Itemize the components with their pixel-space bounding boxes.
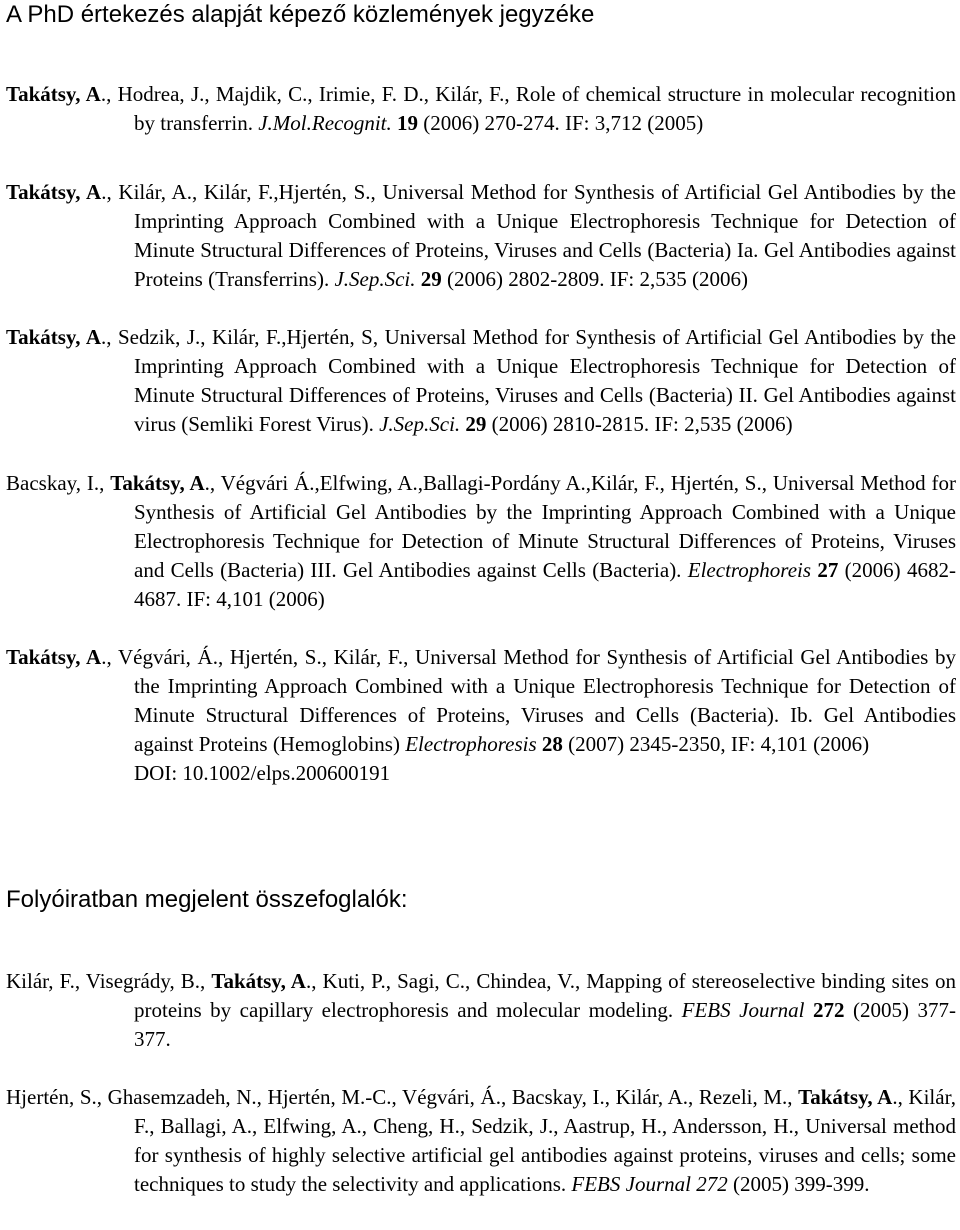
- author-highlight: Takátsy, A: [211, 969, 306, 993]
- journal-name: FEBS Journal: [571, 1172, 691, 1196]
- entry-text: ., Hodrea, J., Majdik, C., Irimie, F. D., Kilár, F., Role of chemical structure in molecular recognition by transferrin.: [100, 82, 957, 135]
- entry-pages: (2006) 2802-2809. IF: 2,535 (2006): [441, 267, 748, 291]
- publication-entry: [6, 469, 956, 614]
- author-highlight: Takátsy, A: [110, 471, 205, 495]
- entry-authors: Hjertén, S., Ghasemzadeh, N., Hjertén, M.-C., Végvári, Á., Bacskay, I., Kilár, A., Rezeli, M.,: [6, 1085, 799, 1109]
- entry-pages: (2007) 2345-2350, IF: 4,101 (2006): [562, 732, 870, 756]
- journal-name: J.Sep.Sci.: [379, 412, 461, 436]
- journal-volume: 272: [696, 1172, 728, 1196]
- author-highlight: Takátsy, A: [798, 1085, 893, 1109]
- entry-authors: Bacskay, I.,: [6, 471, 111, 495]
- journal-name: Electrophoreis: [687, 558, 812, 582]
- journal-volume: 272: [813, 998, 845, 1022]
- abstract-entry: [6, 1083, 956, 1199]
- entry-pages: (2006) 4682-4687. IF: 4,101 (2006): [134, 558, 956, 611]
- journal-volume: 29: [420, 267, 442, 291]
- entry-pages: (2005) 377-377.: [134, 998, 956, 1051]
- author-highlight: Takátsy, A: [6, 180, 102, 204]
- entry-text: ., Végvári Á.,Elfwing, A.,Ballagi-Pordány A.,Kilár, F., Hjertén, S., Universal Method for Synthesis of Artificial Gel Antibodies by the Imprinting Approach Combined with a Unique Electrophoresis Technique for Detection of Minute Structural Differences of Proteins, Viruses and Cells (Bacteria) III. Gel Antibodies against Cells (Bacteria).: [134, 471, 956, 582]
- journal-name: Electrophoresis: [405, 732, 537, 756]
- journal-volume: 29: [465, 412, 487, 436]
- publication-entry: [6, 178, 956, 294]
- entry-authors: Kilár, F., Visegrády, B.,: [6, 969, 212, 993]
- section-heading: Folyóiratban megjelent összefoglalók:: [6, 886, 408, 913]
- entry-pages: (2006) 2810-2815. IF: 2,535 (2006): [486, 412, 793, 436]
- publication-entry: [6, 643, 956, 788]
- journal-volume: 27: [817, 558, 839, 582]
- entry-text: ., Sedzik, J., Kilár, F.,Hjertén, S, Universal Method for Synthesis of Artificial Gel Antibodies by the Imprinting Approach Combined with a Unique Electrophoresis Technique for Detection of Minute Structural Differences of Proteins, Viruses and Cells (Bacteria) II. Gel Antibodies against virus (Semliki Forest Virus).: [101, 325, 957, 436]
- entry-text: ., Kuti, P., Sagi, C., Chindea, V., Mapping of stereoselective binding sites on proteins by capillary electrophoresis and molecular modeling.: [134, 969, 956, 1022]
- entry-doi: DOI: 10.1002/elps.200600191: [134, 761, 391, 785]
- publication-entry: [6, 80, 956, 138]
- journal-volume: 28: [541, 732, 563, 756]
- publication-entry: [6, 323, 956, 439]
- journal-name: FEBS Journal: [681, 998, 805, 1022]
- journal-name: J.Sep.Sci.: [334, 267, 416, 291]
- entry-pages: (2005) 399-399.: [727, 1172, 870, 1196]
- entry-pages: (2006) 270-274. IF: 3,712 (2005): [418, 111, 704, 135]
- abstract-entry: [6, 967, 956, 1054]
- entry-text: ., Kilár, A., Kilár, F.,Hjertén, S., Universal Method for Synthesis of Artificial Gel Antibodies by the Imprinting Approach Combined with a Unique Electrophoresis Technique for Detection of Minute Structural Differences of Proteins, Viruses and Cells (Bacteria) Ia. Gel Antibodies against Proteins (Transferrins).: [101, 180, 956, 291]
- entry-text: ., Kilár, F., Ballagi, A., Elfwing, A., Cheng, H., Sedzik, J., Aastrup, H., Andersson, H., Universal method for synthesis of highly selective artificial gel antibodies against proteins, viruses and cells; some techniques to study the selectivity and applications.: [134, 1085, 956, 1196]
- author-highlight: Takátsy, A: [6, 645, 102, 669]
- entry-text: ., Végvári, Á., Hjertén, S., Kilár, F., Universal Method for Synthesis of Artificial Gel Antibodies by the Imprinting Approach Combined with a Unique Electrophoresis Technique for Detection of Minute Structural Differences of Proteins, Viruses and Cells (Bacteria). Ib. Gel Antibodies against Proteins (Hemoglobins): [101, 645, 956, 756]
- journal-volume: 19: [397, 111, 419, 135]
- author-highlight: Takátsy, A: [6, 325, 101, 349]
- page-title: A PhD értekezés alapját képező közlemények jegyzéke: [6, 1, 595, 28]
- author-highlight: Takátsy, A: [6, 82, 101, 106]
- journal-name: J.Mol.Recognit.: [258, 111, 392, 135]
